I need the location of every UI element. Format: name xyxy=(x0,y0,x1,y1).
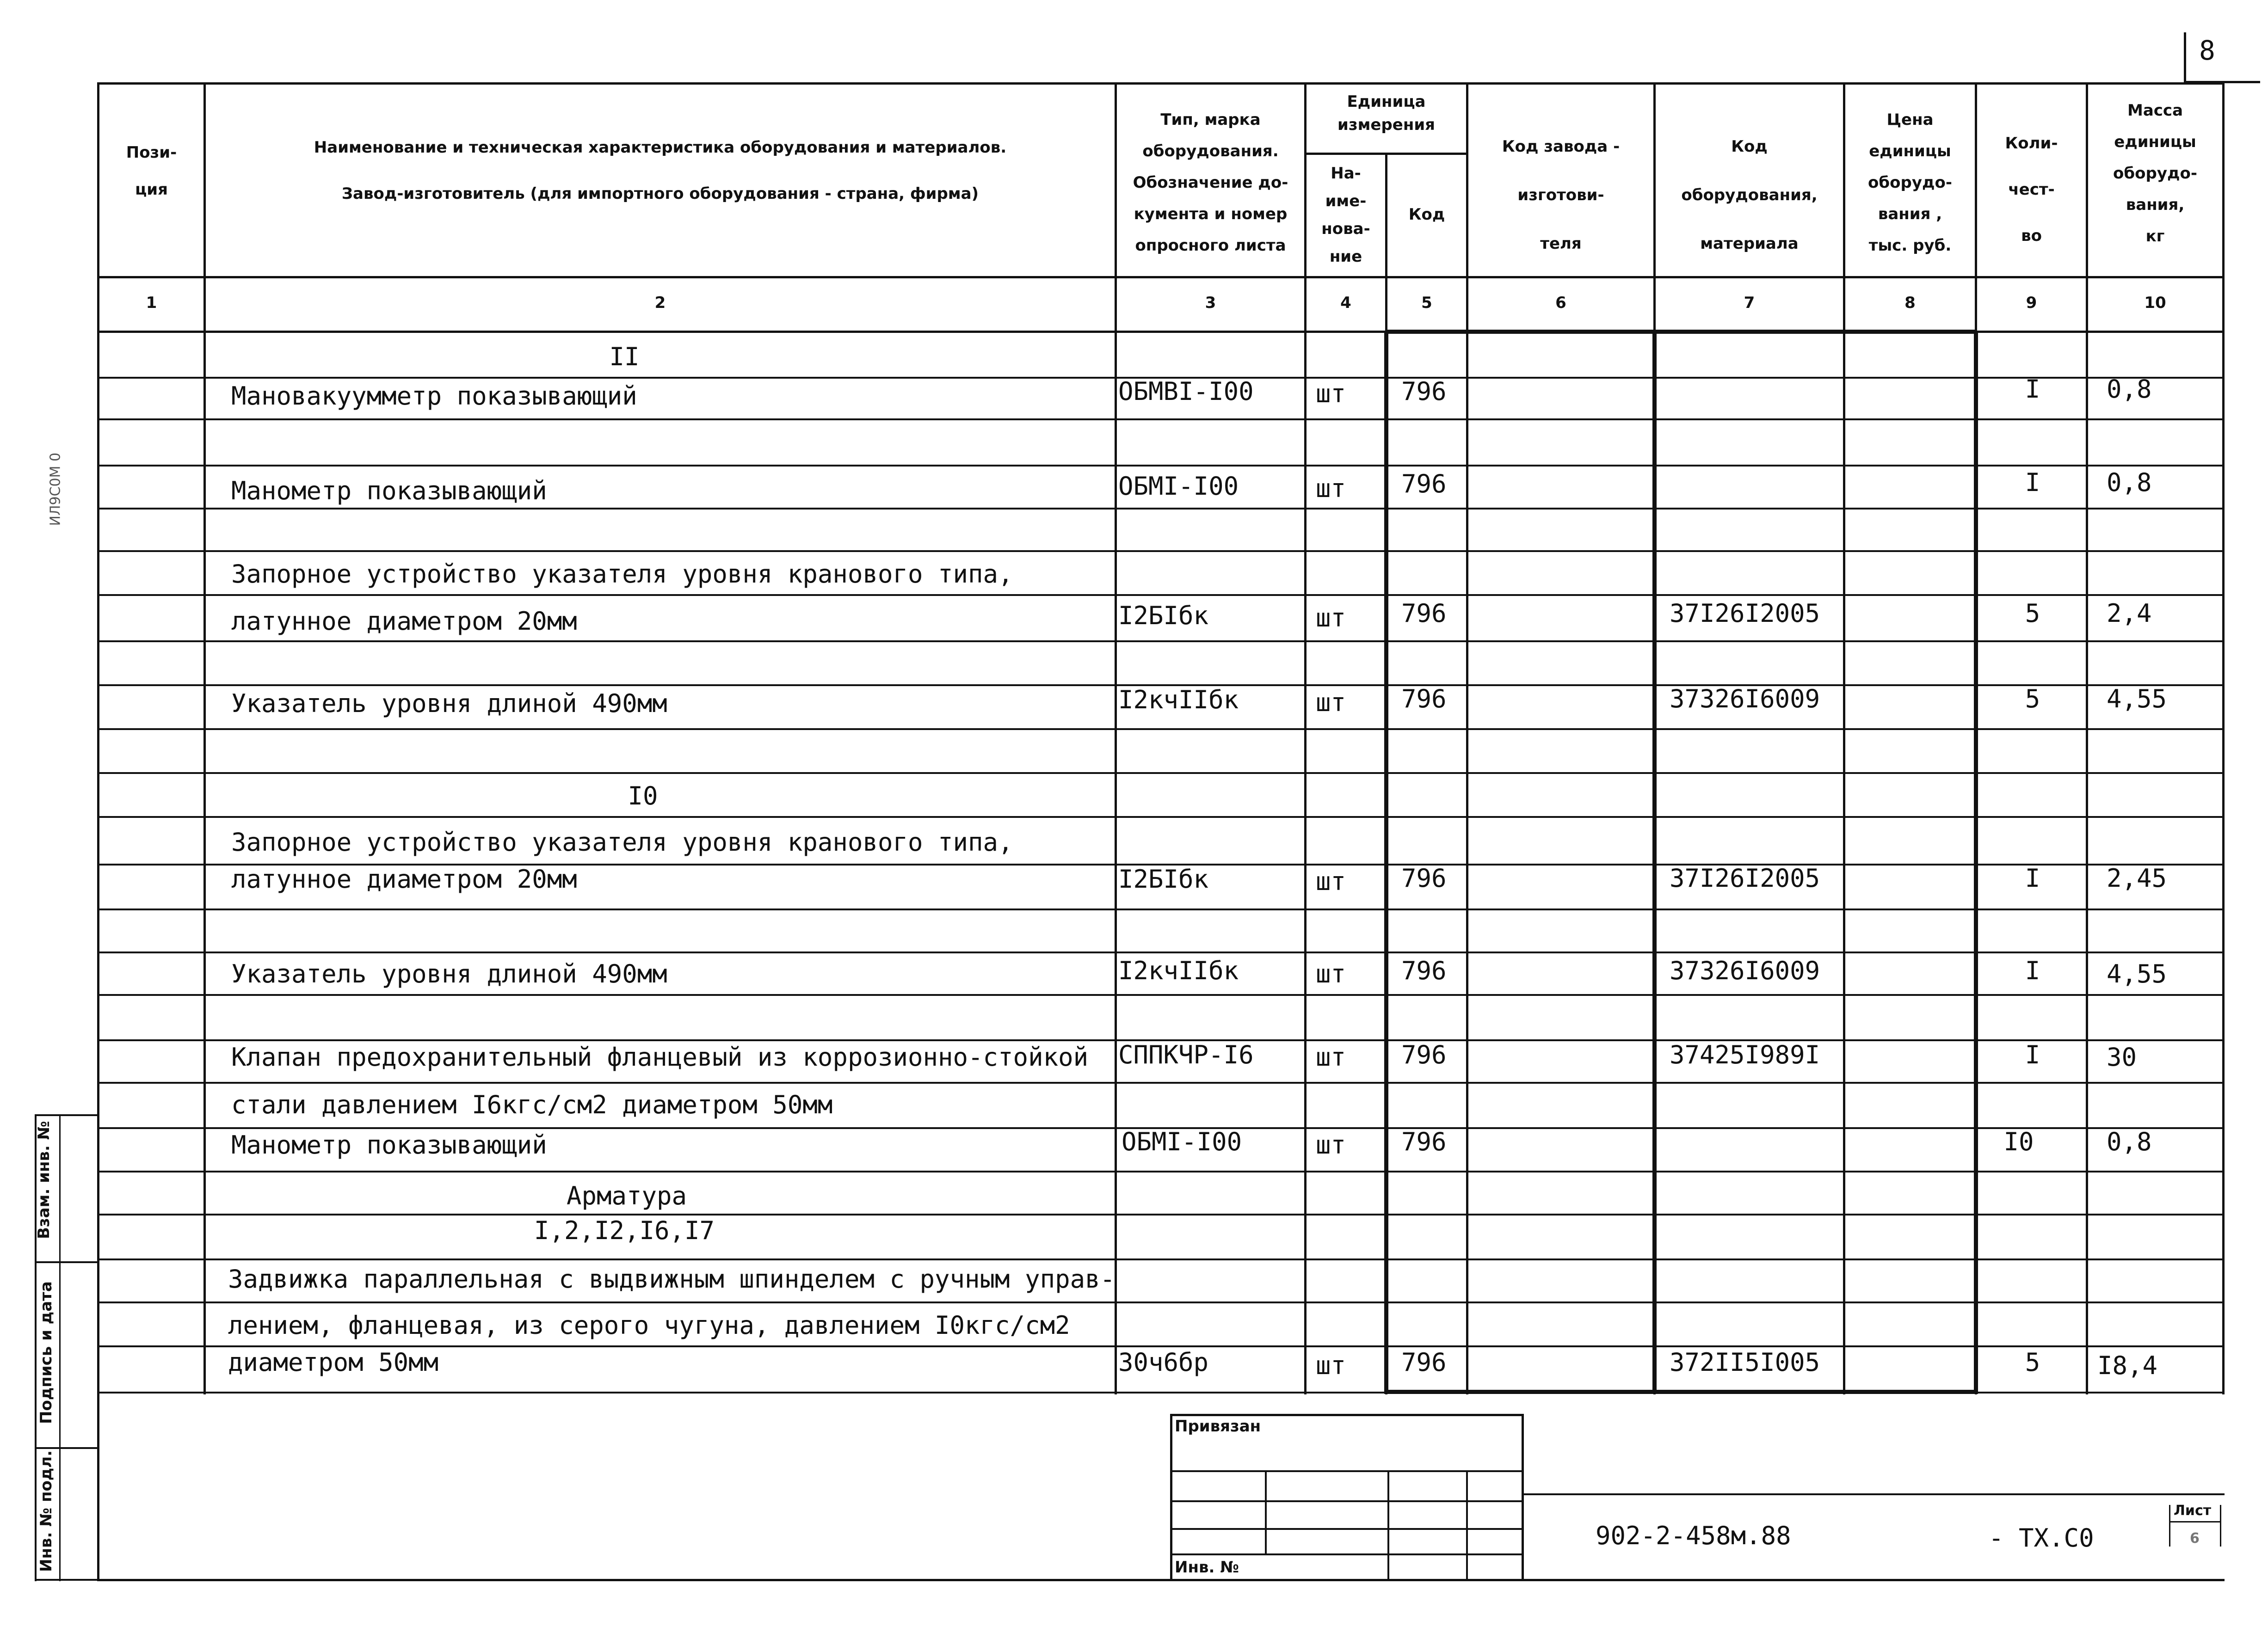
table-row-unit: шт xyxy=(1316,688,1346,717)
table-row-qty: I0 xyxy=(2003,1127,2034,1156)
col-num-4: 4 xyxy=(1340,294,1351,312)
sheet-number-top: 8 xyxy=(2199,35,2215,66)
table-row-mass: 30 xyxy=(2107,1043,2137,1072)
stamp-signature-date: Подпись и дата xyxy=(37,1281,55,1424)
table-row-type: I2БIбк xyxy=(1118,865,1209,894)
table-row-equipment-code: 37I26I2005 xyxy=(1670,864,1820,893)
table-row-name: Мановакуумметр показывающий xyxy=(231,381,637,411)
table-row-type: ОБМI-I00 xyxy=(1118,472,1239,501)
header-unit-group: Единица измерения xyxy=(1337,92,1435,134)
table-row-type: I2БIбк xyxy=(1118,601,1209,630)
stamp-replaced-inv: Взам. инв. № xyxy=(35,1121,53,1239)
table-row-qty: 5 xyxy=(2025,599,2040,628)
table-row-code: 796 xyxy=(1401,1040,1447,1069)
table-row-equipment-code: 37326I6009 xyxy=(1670,956,1820,985)
table-row-equipment-code: 37425I989I xyxy=(1670,1040,1820,1069)
table-row-unit: шт xyxy=(1316,959,1346,988)
section-subtitle-positions: I,2,I2,I6,I7 xyxy=(534,1216,715,1245)
table-row-code: 796 xyxy=(1401,599,1447,628)
table-row-code: 796 xyxy=(1401,1127,1447,1156)
table-row-qty: I xyxy=(2025,956,2040,985)
col-num-6: 6 xyxy=(1555,294,1566,312)
section-title-armatura: Арматура xyxy=(566,1181,687,1210)
col-num-2: 2 xyxy=(654,294,666,312)
table-row-type: I2кчIIбк xyxy=(1118,685,1239,714)
header-name-line2: Завод-изготовитель (для импортного оборудования - страна, фирма) xyxy=(341,184,979,203)
table-row-unit: шт xyxy=(1316,1351,1346,1380)
table-row-name: лением, фланцевая, из серого чугуна, давлением I0кгс/см2 xyxy=(228,1311,1070,1340)
col-num-1: 1 xyxy=(146,294,157,312)
table-row-name: латунное диаметром 20мм xyxy=(231,865,577,894)
table-row-type: I2кчIIбк xyxy=(1118,956,1239,985)
table-row-name: стали давлением I6кгс/см2 диаметром 50мм xyxy=(231,1090,833,1119)
table-row-type: 30ч6бр xyxy=(1118,1348,1209,1377)
header-manufacturer-code: Код завода - изготови- теля xyxy=(1502,137,1620,253)
table-row-mass: 0,8 xyxy=(2107,1127,2152,1156)
table-row-mass: 4,55 xyxy=(2107,684,2167,713)
faint-side-code: ИЛ9С0М 0 xyxy=(47,452,64,526)
header-price: Цена единицы оборудо- вания , тыс. руб. xyxy=(1868,110,1952,255)
table-row-unit: шт xyxy=(1316,474,1346,503)
table-row-unit: шт xyxy=(1316,603,1346,632)
table-row-name: диаметром 50мм xyxy=(228,1348,439,1377)
table-row-equipment-code: 37326I6009 xyxy=(1670,684,1820,713)
col-num-5: 5 xyxy=(1421,294,1432,312)
table-row-type: ОБМI-I00 xyxy=(1122,1127,1242,1156)
table-row-mass: 4,55 xyxy=(2107,959,2167,988)
col-num-10: 10 xyxy=(2144,294,2166,312)
sheet-label: Лист xyxy=(2174,1503,2212,1519)
table-row-qty: I xyxy=(2025,864,2040,893)
table-row-mass: I8,4 xyxy=(2097,1351,2158,1380)
table-row-code: 796 xyxy=(1401,377,1447,406)
col-num-3: 3 xyxy=(1205,294,1216,312)
table-row-name: Запорное устройство указателя уровня кранового типа, xyxy=(231,559,1013,589)
table-row-name: Указатель уровня длиной 490мм xyxy=(231,959,667,988)
table-row-type: СППКЧР-I6 xyxy=(1118,1040,1254,1069)
header-unit-name: На- име- нова- ние xyxy=(1321,164,1370,266)
section-title-i0: I0 xyxy=(628,781,658,810)
header-quantity: Коли- чест- во xyxy=(2005,134,2058,245)
table-row-qty: I xyxy=(2025,468,2040,497)
table-row-code: 796 xyxy=(1401,469,1447,498)
table-row-unit: шт xyxy=(1316,1130,1346,1160)
header-mass: Масса единицы оборудо- вания, кг xyxy=(2113,101,2197,246)
table-row-mass: 2,45 xyxy=(2107,864,2167,893)
document-suffix: - ТХ.С0 xyxy=(1989,1523,2094,1553)
table-row-name: Задвижка параллельная с выдвижным шпинделем с ручным управ- xyxy=(228,1265,1116,1294)
header-unit-code: Код xyxy=(1408,205,1445,224)
table-row-mass: 0,8 xyxy=(2107,374,2152,404)
table-row-code: 796 xyxy=(1401,864,1447,893)
stamp-inv-no-label: Инв. № xyxy=(1175,1558,1239,1577)
table-row-equipment-code: 372II5I005 xyxy=(1670,1348,1820,1377)
table-row-unit: шт xyxy=(1316,867,1346,896)
header-type: Тип, марка оборудования. Обозначение до- кумента и номер опросного листа xyxy=(1133,110,1288,255)
header-position: Пози- ция xyxy=(126,143,177,199)
table-row-unit: шт xyxy=(1316,1043,1346,1072)
table-row-name: Манометр показывающий xyxy=(231,476,547,505)
table-row-mass: 2,4 xyxy=(2107,599,2152,628)
table-row-qty: I xyxy=(2025,374,2040,404)
table-row-code: 796 xyxy=(1401,1348,1447,1377)
document-code: 902-2-458м.88 xyxy=(1596,1521,1791,1550)
table-row-unit: шт xyxy=(1316,379,1346,408)
table-row-name: латунное диаметром 20мм xyxy=(231,607,577,636)
header-equipment-code: Код оборудования, материала xyxy=(1681,137,1818,253)
table-row-name: Указатель уровня длиной 490мм xyxy=(231,689,667,718)
table-row-mass: 0,8 xyxy=(2107,468,2152,497)
table-row-code: 796 xyxy=(1401,684,1447,713)
col-num-7: 7 xyxy=(1744,294,1755,312)
table-row-qty: 5 xyxy=(2025,1348,2040,1377)
col-num-9: 9 xyxy=(2026,294,2037,312)
col-num-8: 8 xyxy=(1904,294,1916,312)
table-row-code: 796 xyxy=(1401,956,1447,985)
table-row-type: ОБМВI-I00 xyxy=(1118,377,1254,406)
table-row-qty: I xyxy=(2025,1040,2040,1069)
header-name-line1: Наименование и техническая характеристика оборудования и материалов. xyxy=(314,138,1007,157)
table-row-name: Манометр показывающий xyxy=(231,1130,547,1160)
table-row-name: Запорное устройство указателя уровня кранового типа, xyxy=(231,828,1013,857)
stamp-original-inv: Инв. № подл. xyxy=(37,1450,55,1572)
table-row-name: Клапан предохранительный фланцевый из коррозионно-стойкой xyxy=(231,1043,1089,1072)
table-row-equipment-code: 37I26I2005 xyxy=(1670,599,1820,628)
sheet-number: 6 xyxy=(2190,1530,2200,1547)
stamp-bound-label: Привязан xyxy=(1175,1417,1261,1436)
section-title-ii: II xyxy=(609,342,640,371)
table-row-qty: 5 xyxy=(2025,684,2040,713)
